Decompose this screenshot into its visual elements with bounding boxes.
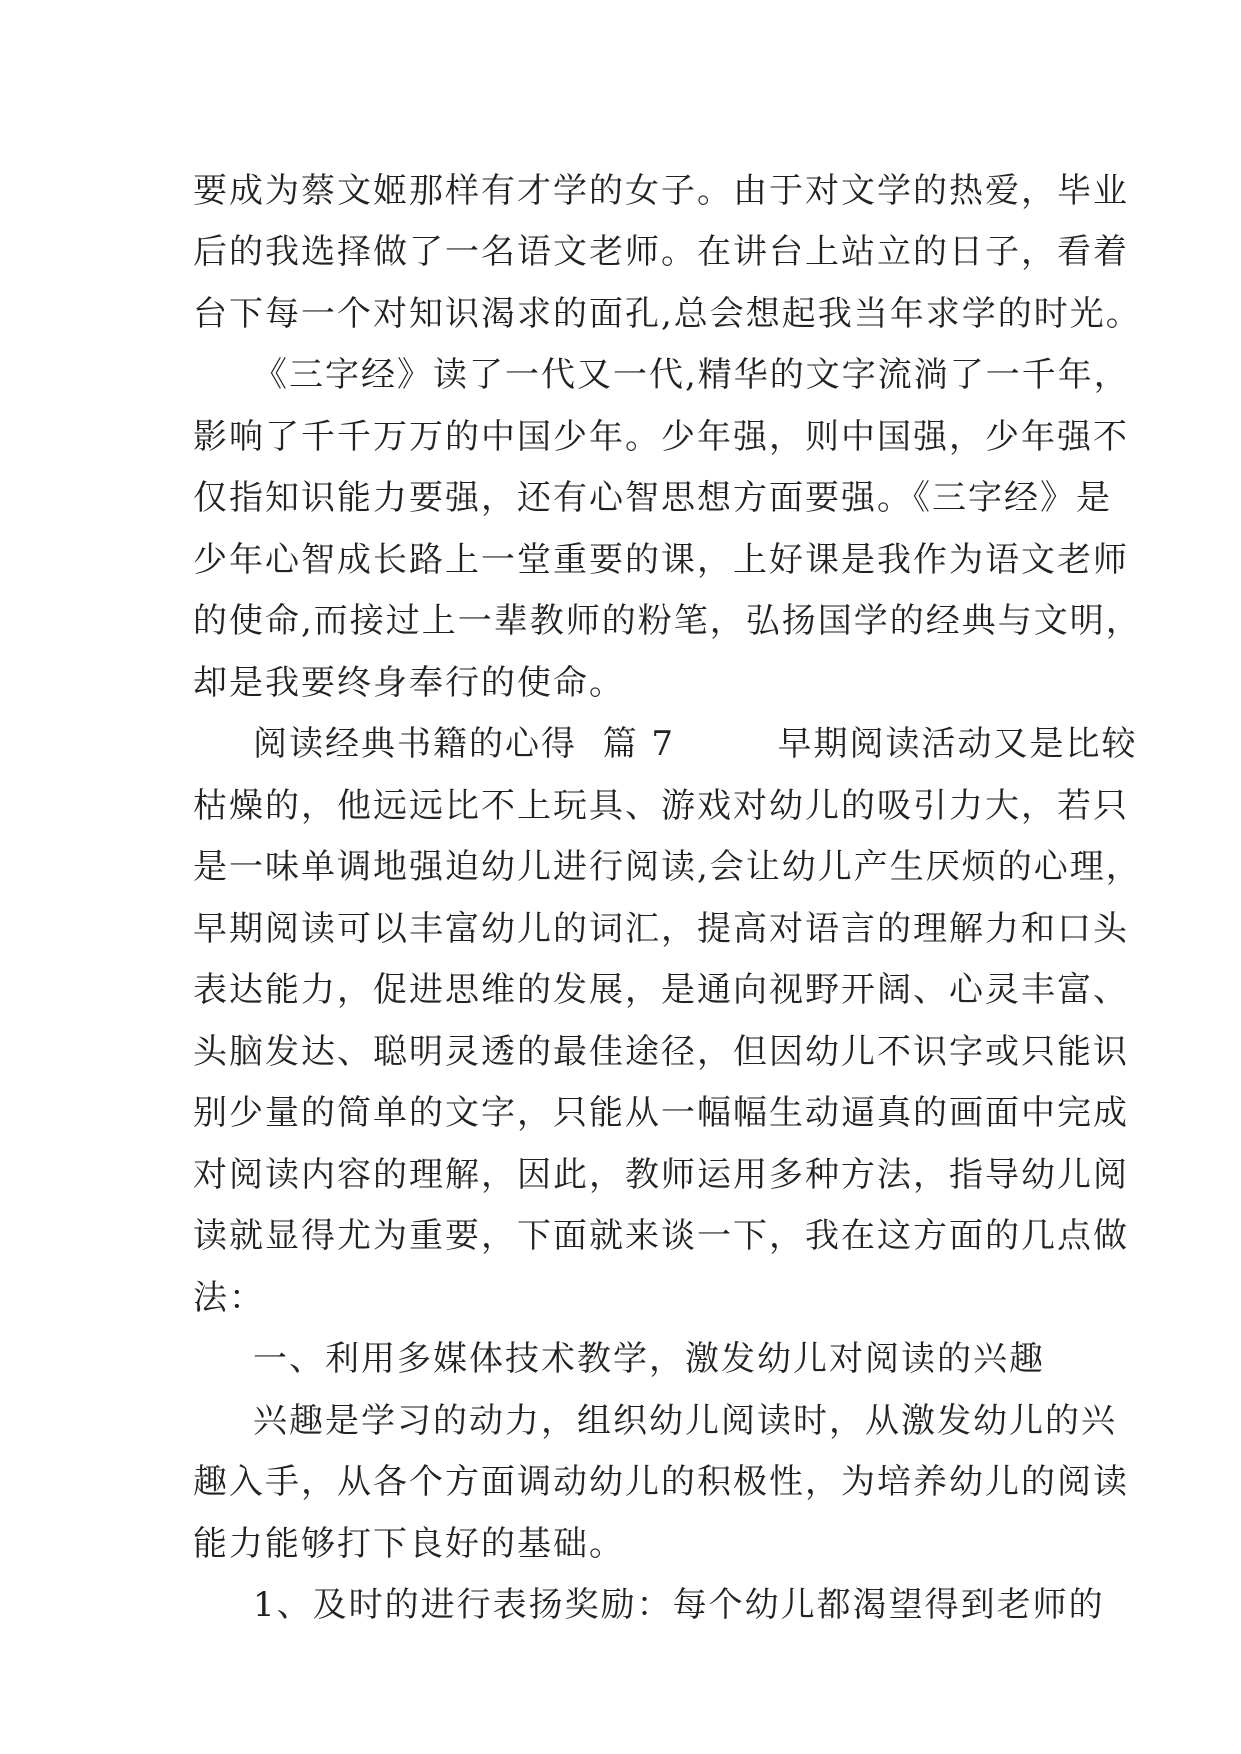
text-line (0, 835, 1241, 899)
text-line (0, 405, 1241, 469)
text-line (0, 651, 1241, 715)
text-line (0, 958, 1241, 1022)
text-line-content: 要成为蔡文姬那样有才学的女子。由于对文学的热爱，毕业 (193, 171, 1129, 211)
text-line (0, 1389, 1241, 1453)
text-line (0, 159, 1241, 223)
text-line-content: 是一味单调地强迫幼儿进行阅读,会让幼儿产生厌烦的心理， (193, 847, 1142, 887)
text-line (0, 220, 1241, 284)
text-line-content: 头脑发达、聪明灵透的最佳途径，但因幼儿不识字或只能识 (193, 1032, 1129, 1072)
text-line (0, 1143, 1241, 1207)
text-line (0, 1266, 1241, 1330)
text-line (0, 528, 1241, 592)
text-line-content: 仅指知识能力要强，还有心智思想方面要强。《三字经》是 (193, 478, 1112, 518)
text-line (0, 466, 1241, 530)
text-line-content: 读就显得尤为重要，下面就来谈一下，我在这方面的几点做 (193, 1216, 1129, 1256)
subheading-line (0, 1327, 1241, 1391)
text-line-content: 别少量的简单的文字，只能从一幅幅生动逼真的画面中完成 (193, 1093, 1129, 1133)
text-line-content: 少年心智成长路上一堂重要的课，上好课是我作为语文老师 (193, 540, 1129, 580)
text-line (0, 343, 1241, 407)
text-line-content: 的使命,而接过上一辈教师的粉笔，弘扬国学的经典与文明， (193, 601, 1142, 641)
text-line (0, 1512, 1241, 1576)
section-heading-line (0, 712, 1241, 776)
text-line-content: 阅读经典书籍的心得 篇 7 早期阅读活动又是比较 (253, 724, 1138, 764)
text-line-content: 兴趣是学习的动力，组织幼儿阅读时，从激发幼儿的兴 (253, 1401, 1117, 1441)
text-line-content: 一、利用多媒体技术教学，激发幼儿对阅读的兴趣 (253, 1339, 1045, 1379)
text-line-content: 台下每一个对知识渴求的面孔,总会想起我当年求学的时光。 (193, 294, 1142, 334)
text-line-content: 能力能够打下良好的基础。 (193, 1524, 625, 1564)
text-line (0, 774, 1241, 838)
text-line-content: 后的我选择做了一名语文老师。在讲台上站立的日子，看着 (193, 232, 1129, 272)
text-line-content: 却是我要终身奉行的使命。 (193, 663, 625, 703)
text-line-content: 对阅读内容的理解，因此，教师运用多种方法，指导幼儿阅 (193, 1155, 1129, 1195)
text-line-content: 影响了千千万万的中国少年。少年强，则中国强，少年强不 (193, 417, 1129, 457)
text-line-content: 表达能力，促进思维的发展，是通向视野开阔、心灵丰富、 (193, 970, 1129, 1010)
text-line (0, 589, 1241, 653)
text-line (0, 282, 1241, 346)
text-line (0, 1450, 1241, 1514)
text-line (0, 1573, 1241, 1637)
text-line-content: 1、及时的进行表扬奖励：每个幼儿都渴望得到老师的 (253, 1585, 1105, 1625)
text-line-content: 《三字经》读了一代又一代,精华的文字流淌了一千年， (253, 355, 1130, 395)
text-line-content: 早期阅读可以丰富幼儿的词汇，提高对语言的理解力和口头 (193, 909, 1129, 949)
text-line (0, 1204, 1241, 1268)
text-line-content: 枯燥的，他远远比不上玩具、游戏对幼儿的吸引力大，若只 (193, 786, 1129, 826)
text-line (0, 1020, 1241, 1084)
text-line-content: 法： (193, 1278, 265, 1318)
text-line (0, 1081, 1241, 1145)
text-line-content: 趣入手，从各个方面调动幼儿的积极性，为培养幼儿的阅读 (193, 1462, 1129, 1502)
text-line (0, 897, 1241, 961)
